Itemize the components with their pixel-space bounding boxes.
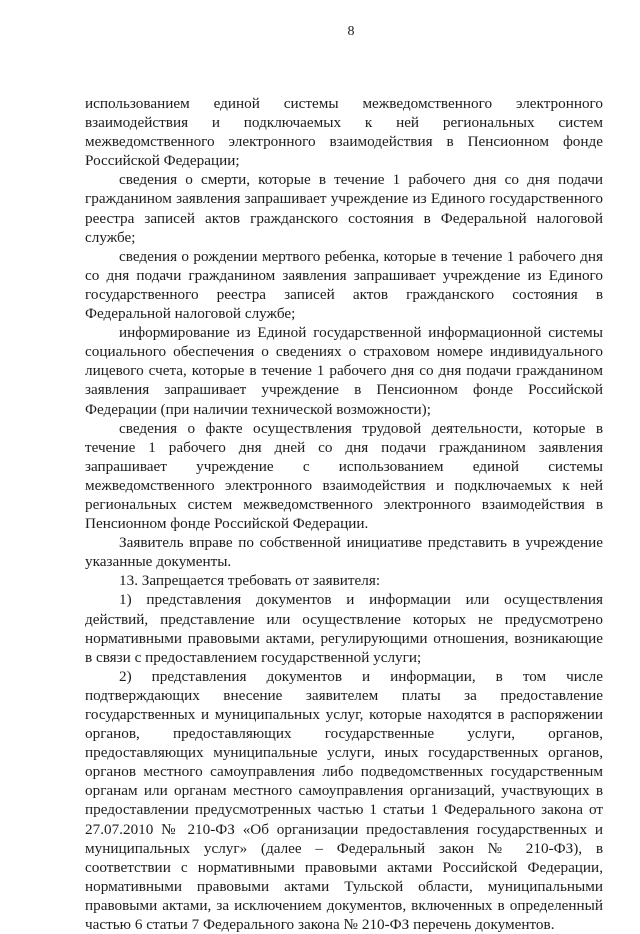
paragraph-item-13: 13. Запрещается требовать от заявителя: [119, 572, 381, 590]
document-body [85, 94, 603, 934]
paragraph-snils-info: информирование из Единой государственной информационной системы социального обеспечения о сведениях о страховом номере индивидуального лицевого счета, которые в течение 1 рабочего дня со дня подачи гражданином заявления запрашивает учреждение в Пенсионном фонде Российской Федерации (при наличии технической возможности); [85, 324, 603, 418]
paragraph-continuation: использованием единой системы межведомственного электронного взаимодействия и подключаемых к ней региональных систем межведомственного электронного взаимодействия в Пенсионном фонде Российской Федерации; [85, 95, 603, 170]
paragraph-applicant-right: Заявитель вправе по собственной инициативе представить в учреждение указанные документы. [85, 534, 603, 571]
page-number: 8 [347, 24, 355, 39]
paragraph-subitem-2: 2) представления документов и информации, в том числе подтверждающих внесение заявителем платы за предоставление государственных и муниципальных услуг, которые находятся в распоряжении органов, предоставляющих государственные услуги, органов, предоставляющих муниципальные услуги, иных государственных органов, органов местного самоуправления либо подведомственных государственным органам или органам местного самоуправления организаций, участвующих в предоставлении предусмотренных частью 1 статьи 1 Федерального закона от 27.07.2010 № 210-ФЗ «Об организации предоставления государственных и муниципальных услуг» (далее – Федеральный закон № 210-ФЗ), в соответствии с нормативными правовыми актами Российской Федерации, нормативными правовыми актами Тульской области, муниципальными правовыми актами, за исключением документов, включенных в определенный частью 6 статьи 7 Федерального закона № 210-ФЗ перечень документов. [85, 667, 603, 934]
paragraph-stillbirth-info: сведения о рождении мертвого ребенка, которые в течение 1 рабочего дня со дня подачи гражданином заявления запрашивает учреждение из Единого государственного реестра записей актов гражданского состояния в Федеральной налоговой службе; [85, 247, 603, 323]
paragraph-subitem-1: 1) представления документов и информации или осуществления действий, представление или осуществление которых не предусмотрено нормативными правовыми актами, регулирующими отношения, возникающие в связи с предоставлением государственной услуги; [85, 591, 603, 666]
paragraph-death-info: сведения о смерти, которые в течение 1 рабочего дня со дня подачи гражданином заявления запрашивает учреждение из Единого государственного реестра записей актов гражданского состояния в Федеральной налоговой службе; [85, 171, 603, 246]
paragraph-employment-info: сведения о факте осуществления трудовой деятельности, которые в течение 1 рабочего дня дней со дня подачи гражданином заявления запрашивает учреждение с использованием единой системы межведомственного электронного взаимодействия и подключаемых к ней региональных систем межведомственного электронного взаимодействия в Пенсионном фонде Российской Федерации. [85, 419, 603, 533]
